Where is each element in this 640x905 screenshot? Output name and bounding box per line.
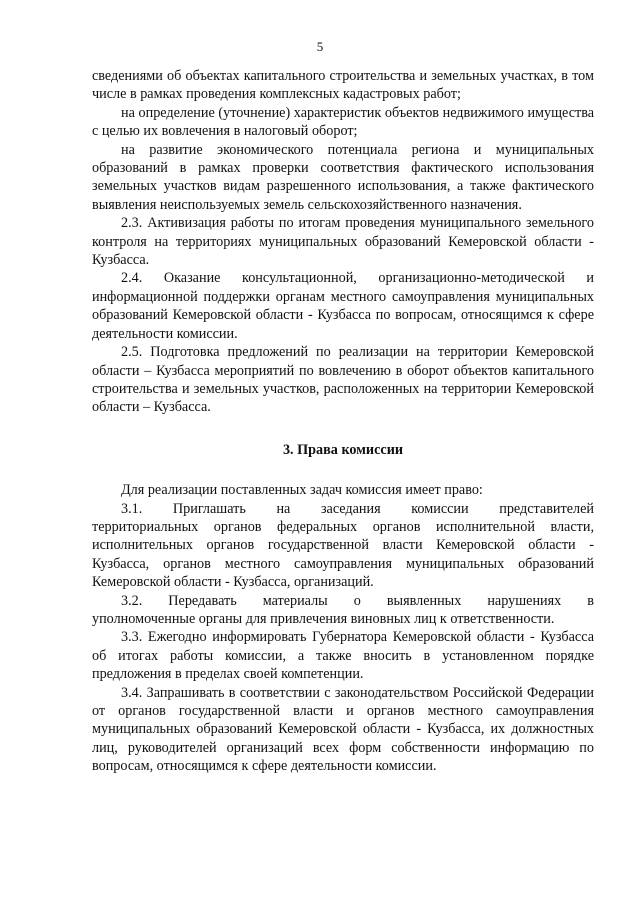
item-3-2-word: о [353, 592, 361, 609]
item-3-2-word: в [587, 592, 594, 609]
paragraph-3-4: 3.4. Запрашивать в соответствии с законодательством Российской Федерации от органов государственной власти и органов местного самоуправления муниципальных образований Кемеровской области - Кузбасса, их должностных лиц, руководителей организаций всех форм собственности информацию по вопросам, относящимся к сфере деятельности комиссии. [92, 684, 594, 775]
document-body [92, 67, 594, 776]
paragraph-2-3: 2.3. Активизация работы по итогам проведения муниципального земельного контроля на территориях муниципальных образований Кемеровской области - Кузбасса. [92, 215, 594, 269]
paragraph-3-3: 3.3. Ежегодно информировать Губернатора Кемеровской области - Кузбасса об итогах работы комиссии, а также вносить в установленном порядке предложения в пределах своей компетенции. [92, 629, 594, 683]
item-3-2-rest: уполномоченные органы для привлечения виновных лиц к ответственности. [92, 610, 555, 627]
page-number: 5 [316, 39, 324, 54]
item-3-2-word: материалы [262, 592, 328, 609]
item-3-2-word: выявленных [386, 592, 462, 609]
paragraph-economic-potential: на развитие экономического потенциала региона и муниципальных образований в рамках проверки соответствия фактического использования земельных участков видам разрешенного использования, а также фактического выявления неиспользуемых земель сельскохозяйственного назначения. [92, 141, 594, 213]
item-3-1-word: заседания [320, 500, 381, 517]
item-3-1-first-line [92, 500, 594, 518]
section-heading: 3. Права комиссии [282, 441, 404, 458]
item-3-2-word: 3.2. [121, 592, 143, 609]
paragraph-intro: Для реализации поставленных задач комиссия имеет право: [121, 482, 483, 499]
paragraph-cadastral: сведениями об объектах капитального строительства и земельных участках, в том числе в рамках проведения комплексных кадастровых работ; [92, 68, 594, 103]
item-3-1-rest: территориальных органов федеральных органов исполнительной власти, исполнительных органов государственной власти Кемеровской области - Кузбасса, органов местного самоуправления муниципальных образований Кемеровской области - Кузбасса, организаций. [92, 518, 594, 591]
item-3-1-word: представителей [499, 500, 594, 517]
paragraph-2-4: 2.4. Оказание консультационной, организационно-методической и информационной поддержки органам местного самоуправления муниципальных образований Кемеровской области - Кузбасса по вопросам, относящимся к сфере деятельности комиссии. [92, 270, 594, 342]
item-3-2-word: нарушениях [487, 592, 562, 609]
paragraph-property-characteristics: на определение (уточнение) характеристик объектов недвижимого имущества с целью их вовлечения в налоговый оборот; [92, 104, 594, 140]
item-3-1-word: Приглашать [172, 500, 246, 517]
item-3-2-word: Передавать [168, 592, 237, 609]
item-3-1-word: на [276, 500, 291, 517]
item-3-1-word: 3.1. [121, 500, 143, 517]
item-3-1-word: комиссии [411, 500, 469, 517]
paragraph-2-5: 2.5. Подготовка предложений по реализации на территории Кемеровской области – Кузбасса мероприятий по вовлечению в оборот объектов капитального строительства и земельных участков, расположенных на территории Кемеровской области – Кузбасса. [92, 344, 594, 416]
item-3-2-first-line [92, 592, 594, 610]
